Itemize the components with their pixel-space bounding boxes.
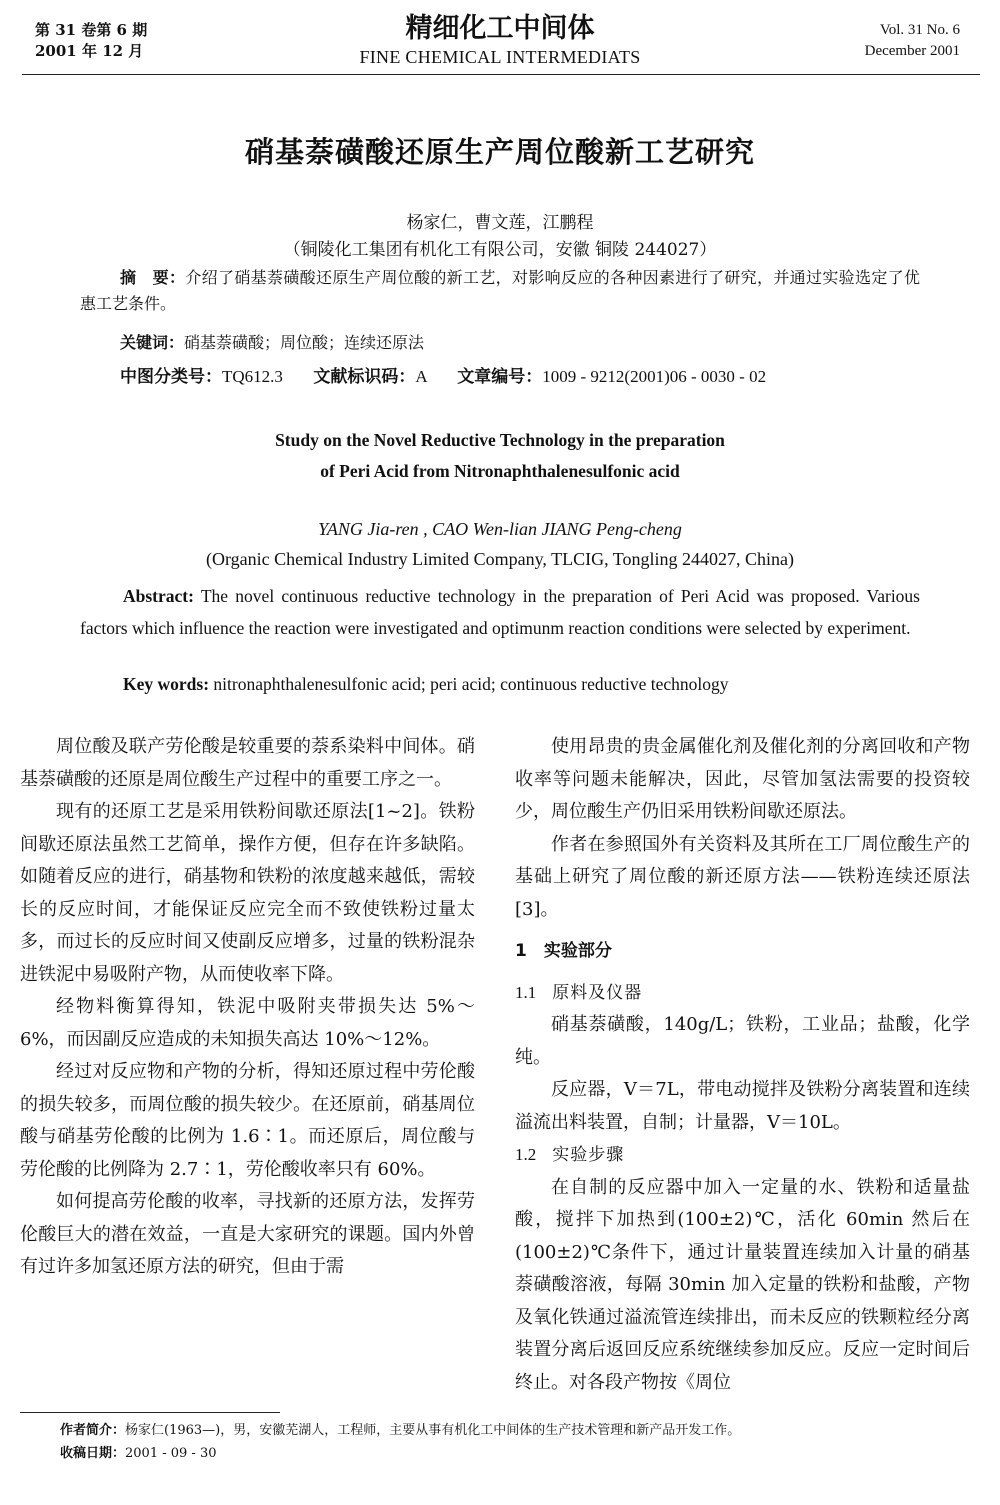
clc-value: TQ612.3 [222, 367, 283, 386]
body-paragraph: 如何提高劳伦酸的收率，寻找新的还原方法，发挥劳伦酸巨大的潜在效益，一直是大家研究的课题。国内外曾有过许多加氢还原方法的研究，但由于需 [20, 1191, 475, 1277]
author-bio-text: 杨家仁(1963—)，男，安徽芜湖人，工程师，主要从事有机化工中间体的生产技术管理和新产品开发工作。 [125, 1423, 741, 1438]
header-divider [22, 74, 980, 75]
article-no-value: 1009 - 9212(2001)06 - 0030 - 02 [542, 367, 767, 386]
subsection-number: 1.2 [515, 1145, 537, 1164]
subsection-heading-1-1 [515, 977, 970, 1010]
keywords-en-label: Key words: [123, 674, 210, 694]
body-paragraph: 反应器，V＝7L，带电动搅拌及铁粉分离装置和连续溢流出料装置，自制；计量器，V＝10L。 [515, 1079, 970, 1133]
body-paragraph: 经物料衡算得知，铁泥中吸附夹带损失达 5%～6%，而因副反应造成的未知损失高达 10%～12%。 [20, 996, 475, 1050]
authors-cn: 杨家仁，曹文莲，江鹏程 [406, 213, 594, 233]
author-bio-footnote [60, 1420, 960, 1442]
abstract-en [80, 580, 920, 644]
body-left-column [20, 731, 475, 1284]
subsection-heading-1-2 [515, 1139, 970, 1172]
keywords-cn-text: 硝基萘磺酸；周位酸；连续还原法 [184, 333, 425, 352]
received-date-label: 收稿日期： [60, 1446, 126, 1461]
body-paragraph: 在自制的反应器中加入一定量的水、铁粉和适量盐酸，搅拌下加热到(100±2)℃，活化 60min 然后在(100±2)℃条件下，通过计量装置连续加入计量的硝基萘磺酸溶液，每隔 30min 加入定量的铁粉和盐酸，产物及氧化铁通过溢流管连续排出，而未反应的铁颗粒经分离装置分离后返回反应系统继续参加反应。反应一定时间后终止。对各段产物按《周位 [515, 1176, 970, 1393]
doc-code-label: 文献标识码： [313, 367, 416, 387]
footnote-divider [20, 1412, 280, 1413]
journal-masthead [0, 12, 1000, 68]
body-paragraph: 现有的还原工艺是采用铁粉间歇还原法[1~2]。铁粉间歇还原法虽然工艺简单，操作方便，但存在许多缺陷。如随着反应的进行，硝基物和铁粉的浓度越来越低，需较长的反应时间，才能保证反应完全而不致使铁粉过量太多，而过长的反应时间又使副反应增多，过量的铁粉混杂进铁泥中易吸附产物，从而使收率下降。 [20, 801, 475, 985]
subsection-title: 实验步骤 [552, 1145, 625, 1165]
issue-info-en [865, 20, 960, 62]
paper-title-cn: 硝基萘磺酸还原生产周位酸新工艺研究 [244, 135, 755, 169]
authors-en: YANG Jia-ren , CAO Wen-lian JIANG Peng-cheng [318, 519, 682, 539]
article-no-label: 文章编号： [457, 367, 543, 387]
received-date-text: 2001 - 09 - 30 [125, 1446, 217, 1461]
abstract-cn-text: 介绍了硝基萘磺酸还原生产周位酸的新工艺，对影响反应的各种因素进行了研究，并通过实验选定了优惠工艺条件。 [80, 268, 920, 313]
affiliation-cn: （铜陵化工集团有机化工有限公司，安徽 铜陵 244027） [283, 240, 717, 260]
subsection-number: 1.1 [515, 982, 537, 1002]
received-date-footnote [60, 1443, 960, 1465]
keywords-cn-label: 关键词： [120, 333, 185, 352]
abstract-en-text: The novel continuous reductive technology in the preparation of Peri Acid was proposed. Various factors which influence the reaction were investigated and optimunm reaction conditions were selected by experiment. [80, 586, 920, 638]
section-heading-1: 1 实验部分 [515, 941, 612, 961]
abstract-cn [80, 265, 920, 317]
subsection-title: 原料及仪器 [552, 982, 643, 1003]
classification-line [120, 362, 766, 387]
body-right-column [515, 731, 970, 1399]
abstract-en-label: Abstract: [123, 586, 194, 606]
keywords-en-text: nitronaphthalenesulfonic acid; peri acid; continuous reductive technology [209, 674, 729, 694]
body-paragraph: 经过对反应物和产物的分析，得知还原过程中劳伦酸的损失较多，而周位酸的损失较少。在还原前，硝基周位酸与硝基劳伦酸的比例为 1.6∶1。而还原后，周位酸与劳伦酸的比例降为 2.7∶1，劳伦酸收率只有 60%。 [20, 1061, 475, 1180]
keywords-en [123, 674, 729, 695]
paper-title-en [0, 425, 1000, 487]
journal-name-en: FINE CHEMICAL INTERMEDIATS [359, 47, 641, 67]
clc-label: 中图分类号： [120, 367, 222, 387]
date-en: December 2001 [864, 43, 960, 59]
body-paragraph: 使用昂贵的贵金属催化剂及催化剂的分离回收和产物收率等问题未能解决，因此，尽管加氢法需要的投资较少，周位酸生产仍旧采用铁粉间歇还原法。 [515, 736, 970, 822]
paper-title-en-line1: Study on the Novel Reductive Technology in the preparation [275, 430, 725, 450]
paper-title-en-line2: of Peri Acid from Nitronaphthalenesulfonic acid [320, 461, 680, 481]
body-paragraph: 周位酸及联产劳伦酸是较重要的萘系染料中间体。硝基萘磺酸的还原是周位酸生产过程中的重要工序之一。 [20, 736, 475, 790]
volume-en: Vol. 31 No. 6 [879, 22, 960, 38]
author-bio-label: 作者简介： [60, 1423, 126, 1438]
body-paragraph: 硝基萘磺酸，140g/L；铁粉，工业品；盐酸，化学纯。 [515, 1014, 970, 1068]
volume-cn: 第 31 卷第 6 期 [35, 21, 148, 39]
keywords-cn [120, 330, 424, 353]
date-cn: 2001 年 12 月 [35, 42, 144, 60]
affiliation-en: (Organic Chemical Industry Limited Company, TLCIG, Tongling 244027, China) [206, 549, 794, 569]
abstract-cn-label: 摘 要： [120, 268, 186, 287]
journal-name-cn: 精细化工中间体 [405, 13, 595, 44]
doc-code-value: A [415, 367, 427, 386]
body-paragraph: 作者在参照国外有关资料及其所在工厂周位酸生产的基础上研究了周位酸的新还原方法——铁粉连续还原法[3]。 [515, 833, 970, 920]
